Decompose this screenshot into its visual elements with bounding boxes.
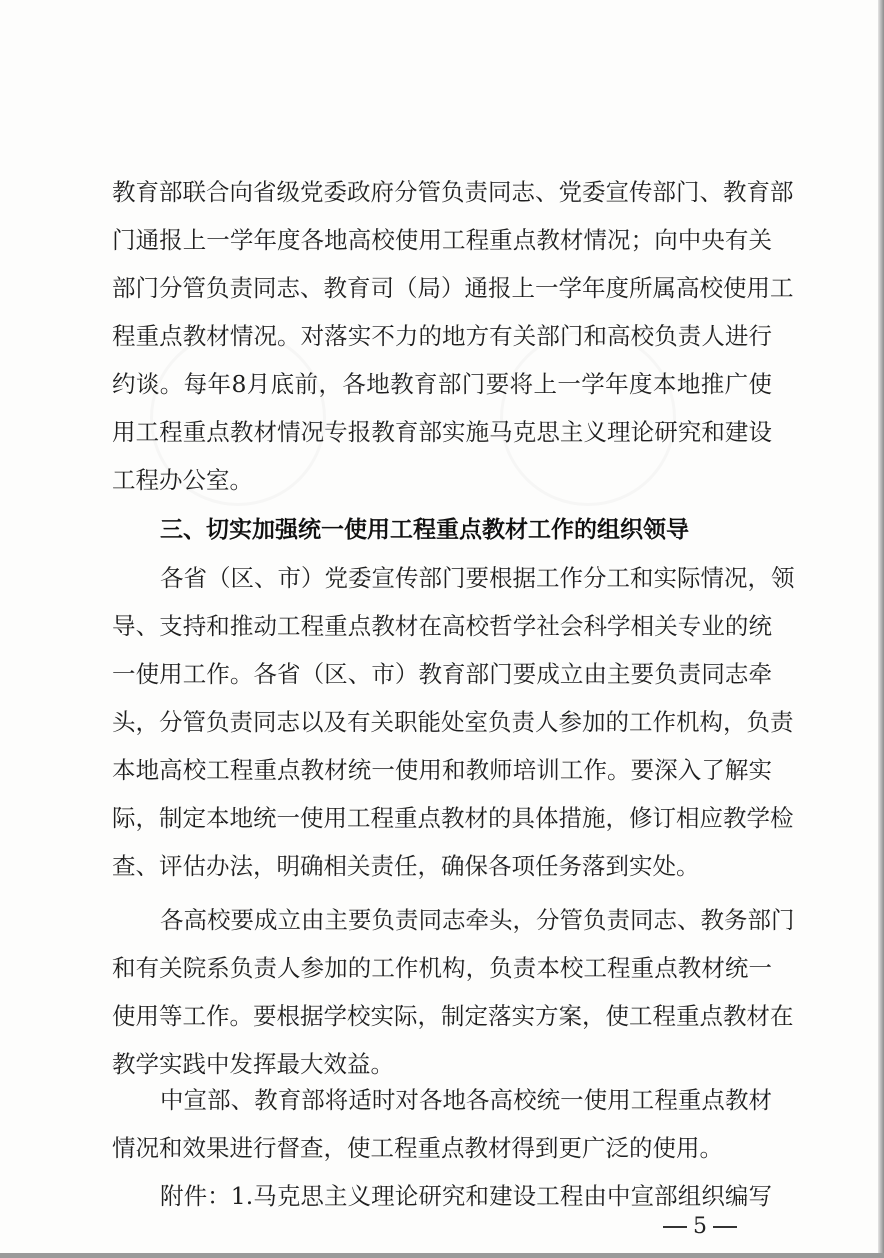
paragraph-line: 程重点教材情况。对落实不力的地方有关部门和高校负责人进行 — [112, 322, 772, 350]
paragraph-line: 查、评估办法，明确相关责任，确保各项任务落到实处。 — [112, 852, 700, 880]
paragraph-line: 导、支持和推动工程重点教材在高校哲学社会科学相关专业的统 — [112, 612, 772, 640]
paragraph-line: 使用等工作。要根据学校实际，制定落实方案，使工程重点教材在 — [112, 1002, 794, 1030]
scan-edge-right — [878, 0, 884, 1258]
paragraph-line: 各高校要成立由主要负责同志牵头，分管负责同志、教务部门 — [160, 906, 795, 934]
paragraph-line: 情况和效果进行督查，使工程重点教材得到更广泛的使用。 — [112, 1134, 723, 1162]
paragraph-line: 部门分管负责同志、教育司（局）通报上一学年度所属高校使用工 — [112, 274, 794, 302]
paragraph-line: 教学实践中发挥最大效益。 — [112, 1050, 394, 1078]
paragraph-line: 教育部联合向省级党委政府分管负责同志、党委宣传部门、教育部 — [112, 178, 794, 206]
paragraph-line: 际，制定本地统一使用工程重点教材的具体措施，修订相应教学检 — [112, 804, 794, 832]
paragraph-line: 工程办公室。 — [112, 466, 253, 494]
paragraph-line: 门通报上一学年度各地高校使用工程重点教材情况；向中央有关 — [112, 226, 772, 254]
paragraph-line: 各省（区、市）党委宣传部门要根据工作分工和实际情况，领 — [160, 564, 795, 592]
paragraph-line: 中宣部、教育部将适时对各地各高校统一使用工程重点教材 — [160, 1086, 772, 1114]
paragraph-line: 本地高校工程重点教材统一使用和教师培训工作。要深入了解实 — [112, 756, 772, 784]
scan-edge-bottom — [0, 1253, 884, 1258]
attachment-line: 附件：1.马克思主义理论研究和建设工程由中宣部组织编写 — [160, 1182, 772, 1210]
paragraph-line: 一使用工作。各省（区、市）教育部门要成立由主要负责同志牵 — [112, 660, 772, 688]
dash-left — [663, 1226, 687, 1228]
page-number-value: 5 — [693, 1214, 707, 1239]
page-number — [652, 1212, 748, 1242]
section-heading: 三、切实加强统一使用工程重点教材工作的组织领导 — [160, 517, 689, 543]
paragraph-line: 头，分管负责同志以及有关职能处室负责人参加的工作机构，负责 — [112, 708, 794, 736]
dash-right — [713, 1226, 737, 1228]
paragraph-line: 约谈。每年8月底前，各地教育部门要将上一学年度本地推广使 — [112, 370, 772, 398]
paragraph-line: 用工程重点教材情况专报教育部实施马克思主义理论研究和建设 — [112, 418, 772, 446]
paragraph-line: 和有关院系负责人参加的工作机构，负责本校工程重点教材统一 — [112, 954, 772, 982]
